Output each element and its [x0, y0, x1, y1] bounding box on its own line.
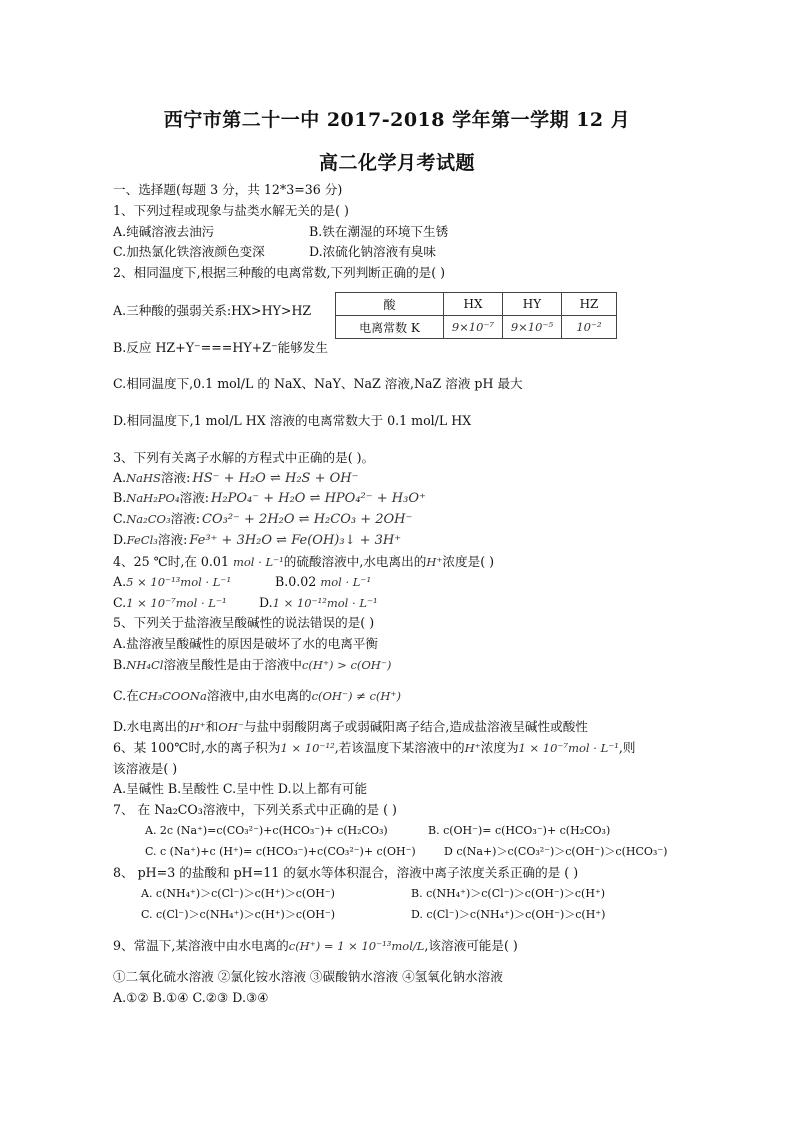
option-letter: B. — [113, 657, 127, 672]
q8-option-b: B. c(NH₄⁺)＞c(Cl⁻)＞c(OH⁻)＞c(H⁺) — [411, 887, 606, 900]
q2-option-b: B.反应 HZ+Y⁻===HY+Z⁻能够发生 — [113, 340, 328, 355]
q7-option-c: C. c (Na⁺)+c (H⁺)= c(HCO₃⁻)+c(CO₃²⁻)+ c(OH⁻) — [145, 845, 416, 858]
formula: c(OH⁻) ≠ c(H⁺) — [311, 689, 401, 703]
q1-option-c: C.加热氯化铁溶液颜色变深 — [113, 244, 265, 259]
q2-option-d: D.相同温度下,1 mol/L HX 溶液的电离常数大于 0.1 mol/L HX — [113, 413, 472, 428]
q2-option-c: C.相同温度下,0.1 mol/L 的 NaX、NaY、NaZ 溶液,NaZ 溶液 pH 最大 — [113, 376, 523, 391]
q7-option-d: D c(Na+)＞c(CO₃²⁻)＞c(OH⁻)＞c(HCO₃⁻) — [444, 845, 668, 858]
text: 9、常温下,某溶液中由水电离的 — [113, 938, 289, 953]
table-header-hz: HZ — [562, 293, 617, 316]
option-letter: A. — [113, 470, 127, 485]
q8-option-d: D. c(Cl⁻)＞c(NH₄⁺)＞c(OH⁻)＞c(H⁺) — [411, 908, 606, 921]
q1-option-a: A.纯碱溶液去油污 — [113, 224, 215, 239]
text: 溶液呈酸性是由于溶液中 — [163, 657, 302, 672]
q3-option-a — [113, 470, 360, 487]
q4-option-d — [259, 595, 378, 611]
q3-option-c — [113, 511, 414, 528]
table-header-acid: 酸 — [336, 293, 444, 316]
formula: mol · L⁻¹ — [320, 575, 372, 589]
formula: H⁺ — [464, 741, 481, 755]
q6-options: A.呈碱性 B.呈酸性 C.呈中性 D.以上都有可能 — [113, 781, 368, 796]
label: 溶液: — [179, 490, 210, 505]
q8-option-a: A. c(NH₄⁺)＞c(Cl⁻)＞c(H⁺)＞c(OH⁻) — [141, 887, 335, 900]
table-row-label: 电离常数 K — [336, 316, 444, 339]
q1-stem: 1、下列过程或现象与盐类水解无关的是( ) — [113, 203, 349, 218]
q3-option-b — [113, 490, 428, 507]
option-letter: D. — [259, 595, 273, 610]
formula: H⁺ — [426, 555, 443, 569]
table-cell-hx: 9×10⁻⁷ — [444, 316, 503, 339]
q3-option-d — [113, 532, 403, 549]
text: 与盐中弱酸阴离子或弱碱阳离子结合,造成盐溶液呈碱性或酸性 — [243, 719, 588, 734]
text: 的硫酸溶液中,水电离出的 — [283, 554, 427, 569]
option-letter: C. — [113, 595, 127, 610]
q5-option-c — [113, 688, 401, 704]
formula: NaHS — [126, 471, 161, 485]
q4-stem — [113, 554, 494, 570]
page-subtitle: 高二化学月考试题 — [318, 152, 475, 174]
q9-options: A.①② B.①④ C.②③ D.③④ — [113, 990, 269, 1005]
q1-option-b: B.铁在潮湿的环境下生锈 — [309, 224, 449, 239]
text: 和 — [205, 719, 219, 734]
q4-option-c — [113, 595, 227, 611]
table-header-hx: HX — [444, 293, 503, 316]
text: 6、某 100℃时,水的离子积为 — [113, 740, 281, 755]
q1-option-d: D.浓硫化钠溶液有臭味 — [309, 244, 436, 259]
table-cell-hz: 10⁻² — [562, 316, 617, 339]
q8-stem: 8、 pH=3 的盐酸和 pH=11 的氨水等体积混合，溶液中离子浓度关系正确的是 ( ) — [113, 865, 579, 880]
formula: NH₄Cl — [126, 658, 164, 672]
option-letter: B.0.02 — [275, 574, 321, 589]
page-title: 西宁市第二十一中 2017-2018 学年第一学期 12 月 — [163, 109, 631, 131]
q7-option-a: A. 2c (Na⁺)=c(CO₃²⁻)+c(HCO₃⁻)+ c(H₂CO₃) — [145, 824, 388, 837]
label: 溶液: — [170, 511, 201, 526]
formula: 1 × 10⁻⁷mol · L⁻¹ — [126, 596, 227, 610]
option-letter: D. — [113, 532, 127, 547]
formula: OH⁻ — [218, 720, 244, 734]
formula: 1 × 10⁻⁷mol · L⁻¹ — [518, 741, 619, 755]
text: 溶液中,由水电离的 — [206, 688, 312, 703]
label: 溶液: — [157, 532, 188, 547]
q4-option-b — [275, 574, 371, 590]
text: 浓度为 — [480, 740, 519, 755]
option-letter: B. — [113, 490, 127, 505]
option-letter: C. — [113, 511, 127, 526]
option-letter: D.水电离出的 — [113, 719, 190, 734]
option-letter: A. — [113, 574, 127, 589]
q7-option-b: B. c(OH⁻)= c(HCO₃⁻)+ c(H₂CO₃) — [428, 824, 611, 837]
text: ,该溶液可能是( ) — [424, 938, 518, 953]
formula: NaH₂PO₄ — [126, 491, 180, 505]
formula: 1 × 10⁻¹²mol · L⁻¹ — [272, 596, 378, 610]
q8-option-c: C. c(Cl⁻)＞c(NH₄⁺)＞c(H⁺)＞c(OH⁻) — [141, 908, 335, 921]
formula: H⁺ — [189, 720, 206, 734]
formula: FeCl₃ — [126, 533, 158, 547]
label: 溶液: — [160, 470, 191, 485]
text: 4、25 ℃时,在 0.01 — [113, 554, 233, 569]
q2-stem: 2、相同温度下,根据三种酸的电离常数,下列判断正确的是( ) — [113, 265, 446, 280]
q6-stem-line2: 该溶液是( ) — [113, 761, 178, 776]
equation: HS⁻ + H₂O ⇌ H₂S + OH⁻ — [192, 471, 359, 486]
q2-option-a: A.三种酸的强弱关系:HX>HY>HZ — [113, 303, 312, 318]
equation: CO₃²⁻ + 2H₂O ⇌ H₂CO₃ + 2OH⁻ — [202, 512, 413, 527]
table-header-hy: HY — [503, 293, 562, 316]
section-heading: 一、选择题(每题 3 分，共 12*3=36 分) — [113, 182, 343, 197]
option-letter: C.在 — [113, 688, 139, 703]
formula: 5 × 10⁻¹³mol · L⁻¹ — [126, 575, 232, 589]
q9-stem — [113, 938, 518, 954]
q7-stem: 7、 在 Na₂CO₃溶液中，下列关系式中正确的是 ( ) — [113, 802, 397, 817]
q5-option-a: A.盐溶液呈酸碱性的原因是破坏了水的电离平衡 — [113, 636, 378, 651]
q9-items: ①二氧化硫水溶液 ②氯化铵水溶液 ③碳酸钠水溶液 ④氢氧化钠水溶液 — [113, 969, 503, 984]
ionization-constant-table — [335, 292, 617, 339]
text: 浓度是( ) — [442, 554, 495, 569]
q6-stem — [113, 740, 636, 756]
equation: Fe³⁺ + 3H₂O ⇌ Fe(OH)₃↓ + 3H⁺ — [189, 533, 402, 548]
formula: c(H⁺) = 1 × 10⁻¹³mol/L — [288, 939, 425, 953]
formula: Na₂CO₃ — [126, 512, 171, 526]
formula: mol · L⁻¹ — [232, 555, 284, 569]
q5-stem: 5、下列关于盐溶液呈酸碱性的说法错误的是( ) — [113, 615, 375, 630]
q4-option-a — [113, 574, 231, 590]
equation: H₂PO₄⁻ + H₂O ⇌ HPO₄²⁻ + H₃O⁺ — [211, 491, 426, 506]
formula: 1 × 10⁻¹² — [280, 741, 335, 755]
text: ,则 — [618, 740, 636, 755]
q5-option-d — [113, 719, 588, 735]
formula: c(H⁺) > c(OH⁻) — [301, 658, 392, 672]
text: ,若该温度下某溶液中的 — [334, 740, 465, 755]
formula: CH₃COONa — [138, 689, 207, 703]
q3-stem: 3、下列有关离子水解的方程式中正确的是( )。 — [113, 450, 375, 465]
table-cell-hy: 9×10⁻⁵ — [503, 316, 562, 339]
q5-option-b — [113, 657, 391, 673]
